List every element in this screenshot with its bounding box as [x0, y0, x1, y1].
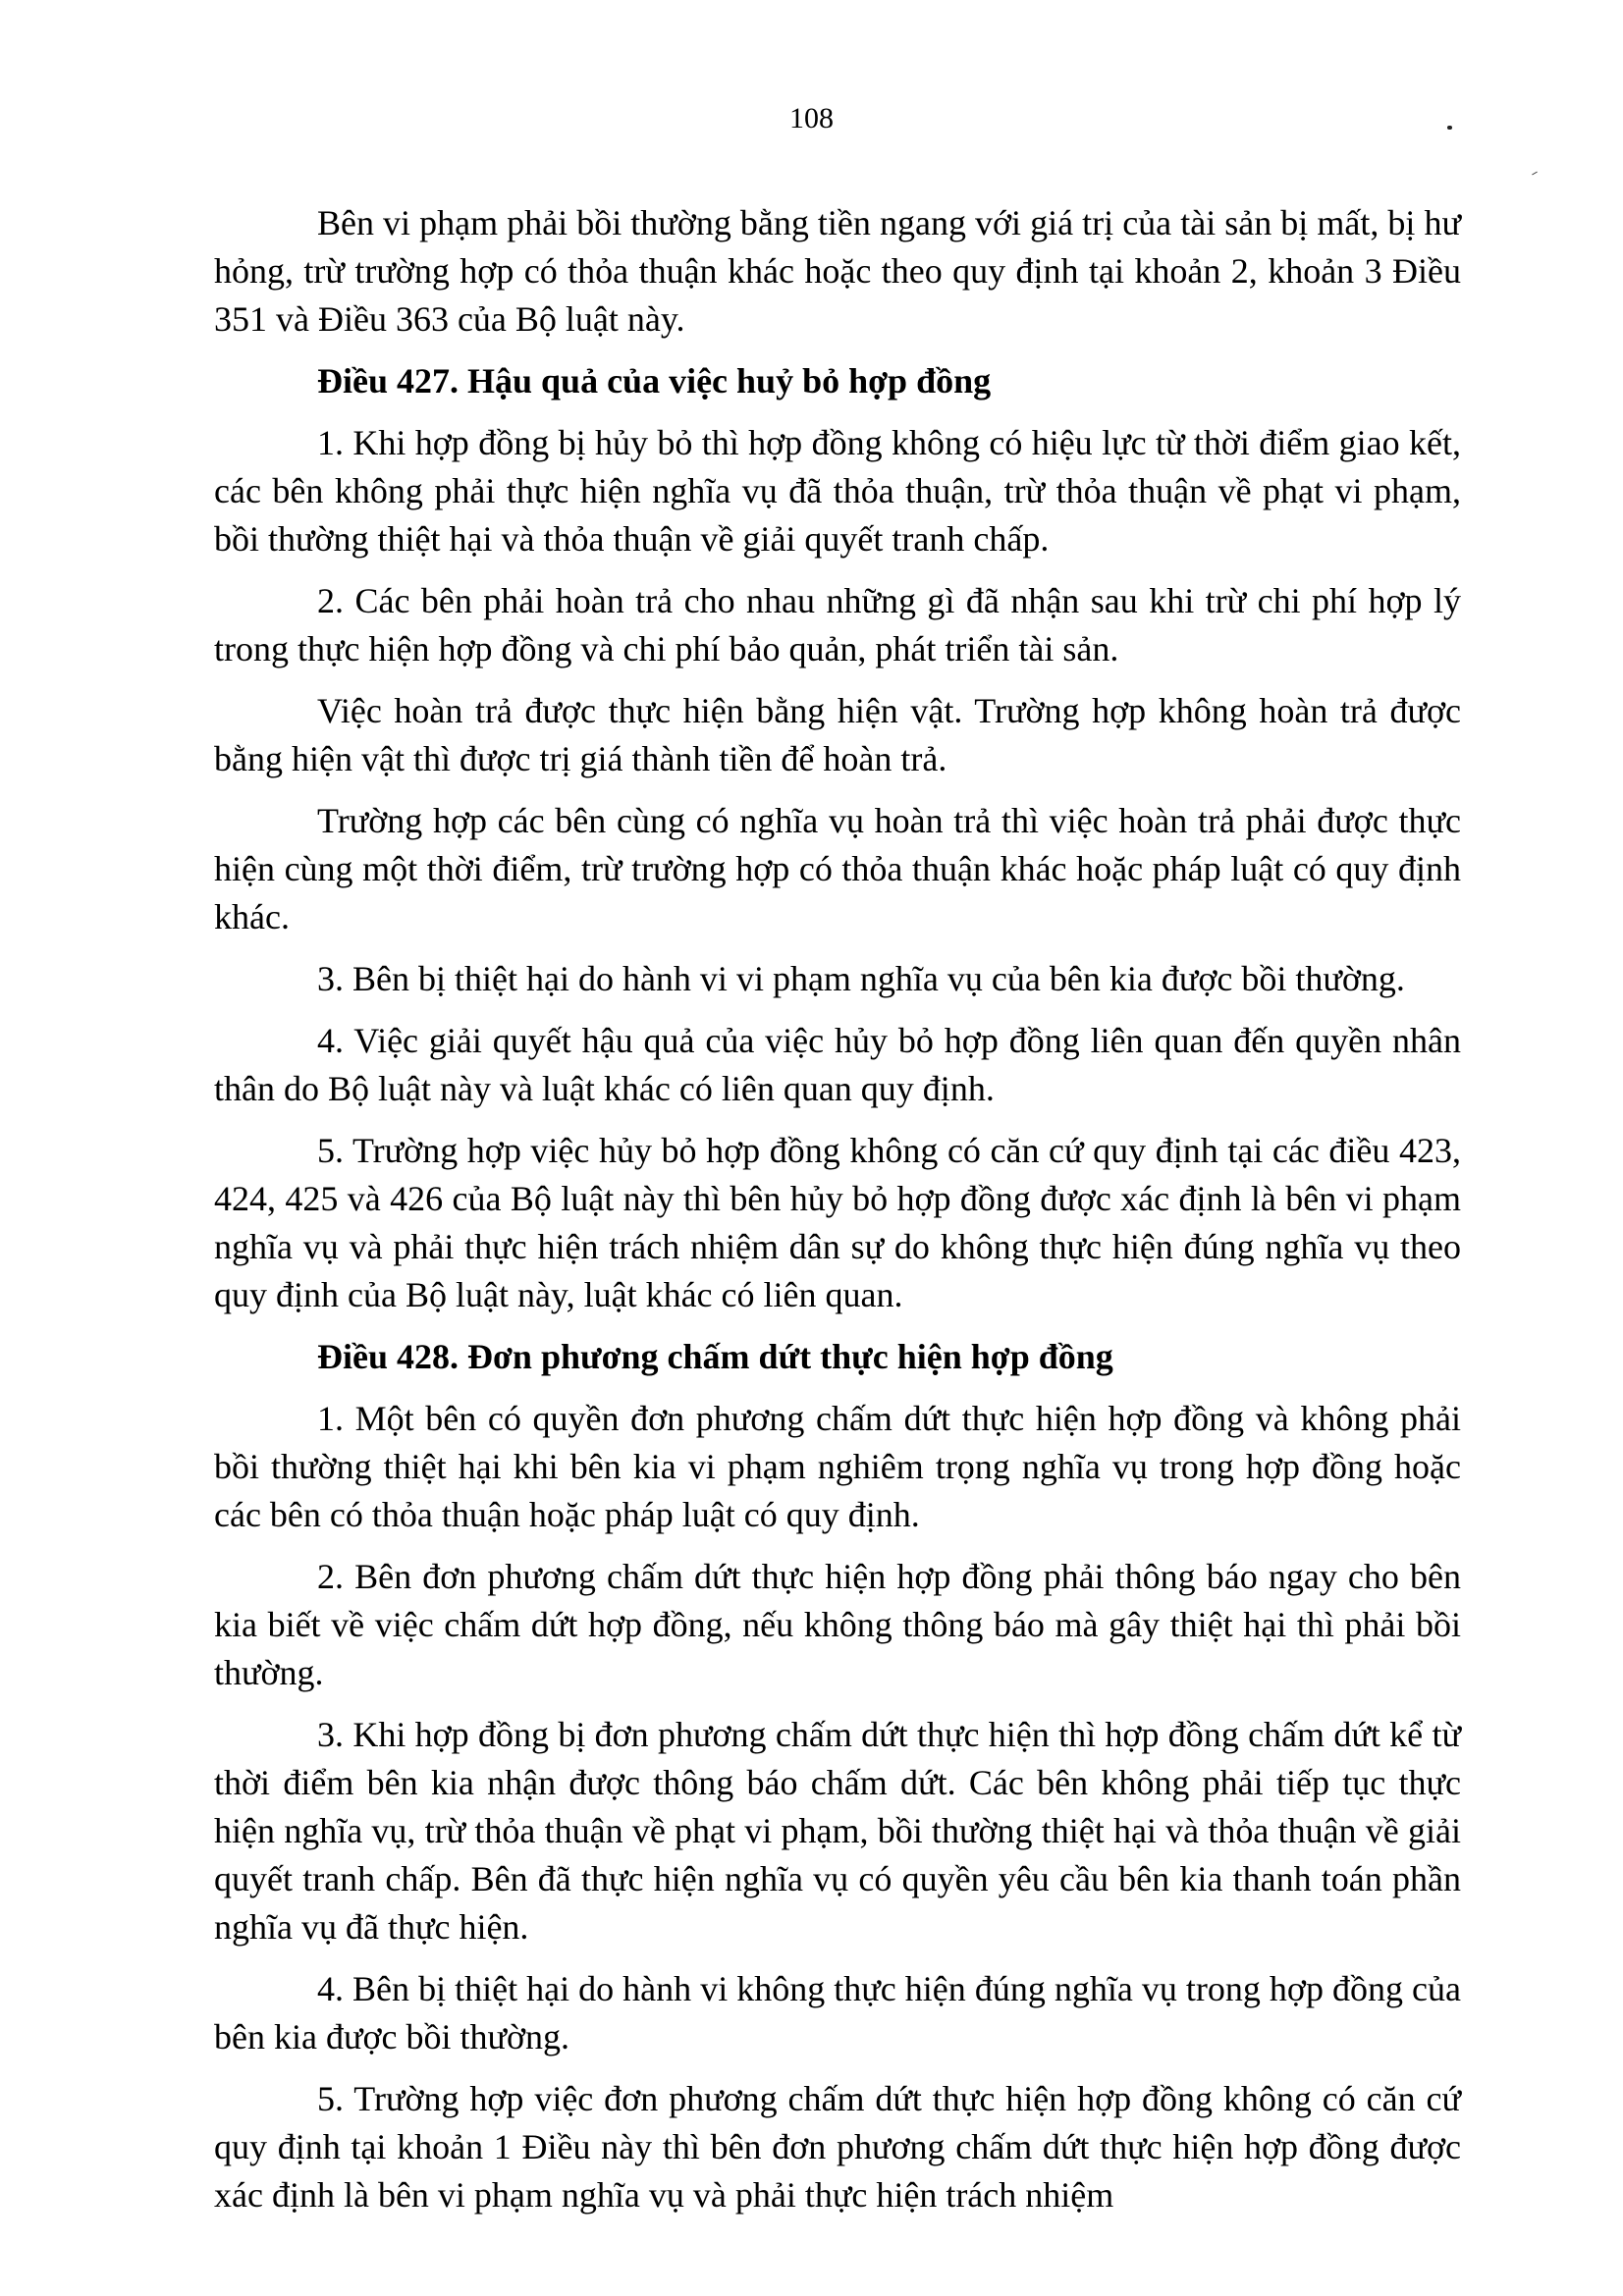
article-427-clause-4: 4. Việc giải quyết hậu quả của việc hủy bỏ hợp đồng liên quan đến quyền nhân thân do Bộ luật này và luật khác có liên quan quy định. — [214, 1021, 1461, 1108]
article-427-clause-2: 2. Các bên phải hoàn trả cho nhau những gì đã nhận sau khi trừ chi phí hợp lý trong thực hiện hợp đồng và chi phí bảo quản, phát triển tài sản. — [214, 581, 1461, 668]
paragraph-intro: Bên vi phạm phải bồi thường bằng tiền ngang với giá trị của tài sản bị mất, bị hư hỏng, trừ trường hợp có thỏa thuận khác hoặc theo quy định tại khoản 2, khoản 3 Điều 351 và Điều 363 của Bộ luật này. — [214, 203, 1461, 339]
article-428-clause-3: 3. Khi hợp đồng bị đơn phương chấm dứt thực hiện thì hợp đồng chấm dứt kể từ thời điểm bên kia nhận được thông báo chấm dứt. Các bên không phải tiếp tục thực hiện nghĩa vụ, trừ thỏa thuận về phạt vi phạm, bồi thường thiệt hại và thỏa thuận về giải quyết tranh chấp. Bên đã thực hiện nghĩa vụ có quyền yêu cầu bên kia thanh toán phần nghĩa vụ đã thực hiện. — [214, 1715, 1461, 1947]
article-427-heading: Điều 427. Hậu quả của việc huỷ bỏ hợp đồng — [317, 361, 992, 400]
article-428-clause-5: 5. Trường hợp việc đơn phương chấm dứt thực hiện hợp đồng không có căn cứ quy định tại khoản 1 Điều này thì bên đơn phương chấm dứt thực hiện hợp đồng được xác định là bên vi phạm nghĩa vụ và phải thực hiện trách nhiệm — [214, 2079, 1461, 2215]
article-428-heading: Điều 428. Đơn phương chấm dứt thực hiện hợp đồng — [317, 1337, 1113, 1376]
scan-mark-dot — [1447, 126, 1452, 130]
document-body — [214, 199, 1461, 2233]
article-427-clause-3: 3. Bên bị thiệt hại do hành vi vi phạm nghĩa vụ của bên kia được bồi thường. — [317, 959, 1405, 998]
article-427-clause-1: 1. Khi hợp đồng bị hủy bỏ thì hợp đồng không có hiệu lực từ thời điểm giao kết, các bên không phải thực hiện nghĩa vụ đã thỏa thuận, trừ thỏa thuận về phạt vi phạm, bồi thường thiệt hại và thỏa thuận về giải quyết tranh chấp. — [214, 423, 1461, 559]
article-428-clause-2: 2. Bên đơn phương chấm dứt thực hiện hợp đồng phải thông báo ngay cho bên kia biết về việc chấm dứt hợp đồng, nếu không thông báo mà gây thiệt hại thì phải bồi thường. — [214, 1557, 1461, 1692]
article-428-clause-1: 1. Một bên có quyền đơn phương chấm dứt thực hiện hợp đồng và không phải bồi thường thiệt hại khi bên kia vi phạm nghiêm trọng nghĩa vụ trong hợp đồng hoặc các bên có thỏa thuận hoặc pháp luật có quy định. — [214, 1399, 1461, 1534]
page-number: 108 — [789, 102, 834, 134]
scan-mark-tick — [1532, 172, 1538, 176]
article-427-clause-2-para-3: Trường hợp các bên cùng có nghĩa vụ hoàn trả thì việc hoàn trả phải được thực hiện cùng một thời điểm, trừ trường hợp có thỏa thuận khác hoặc pháp luật có quy định khác. — [214, 801, 1461, 936]
article-427-clause-5: 5. Trường hợp việc hủy bỏ hợp đồng không có căn cứ quy định tại các điều 423, 424, 425 và 426 của Bộ luật này thì bên hủy bỏ hợp đồng được xác định là bên vi phạm nghĩa vụ và phải thực hiện trách nhiệm dân sự do không thực hiện đúng nghĩa vụ theo quy định của Bộ luật này, luật khác có liên quan. — [214, 1131, 1461, 1314]
article-428-clause-4: 4. Bên bị thiệt hại do hành vi không thực hiện đúng nghĩa vụ trong hợp đồng của bên kia được bồi thường. — [214, 1969, 1461, 2056]
article-427-clause-2-para-2: Việc hoàn trả được thực hiện bằng hiện vật. Trường hợp không hoàn trả được bằng hiện vật thì được trị giá thành tiền để hoàn trả. — [214, 691, 1461, 778]
